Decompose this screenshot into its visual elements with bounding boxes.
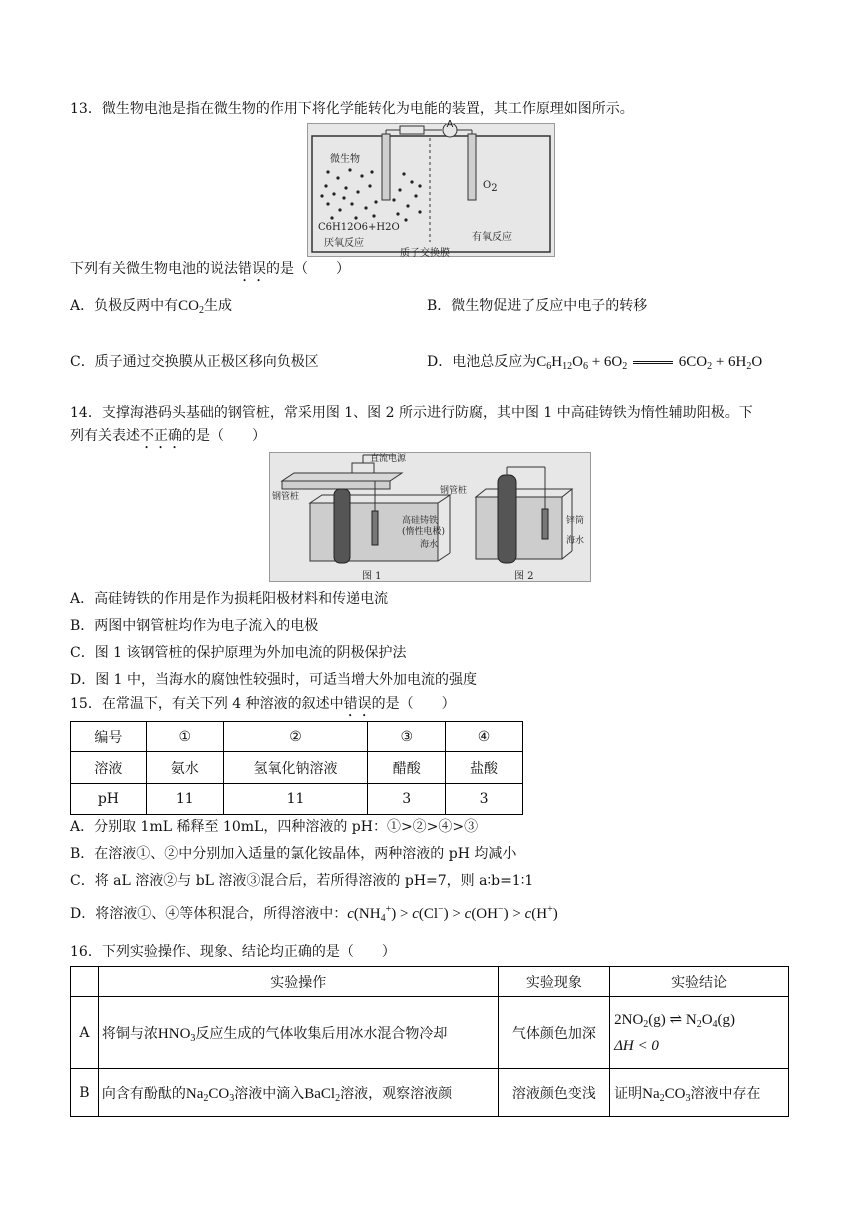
table-row <box>71 967 789 997</box>
fig1-pile-label: 钢管桩 <box>272 492 300 502</box>
q13-stem: 13．微生物电池是指在微生物的作用下将化学能转化为电能的装置，其工作原理如图所示。 <box>70 101 634 117</box>
table-cell: 醋酸 <box>368 752 446 784</box>
q13-option-c: C．质子通过交换膜从正极区移向负极区 <box>70 354 319 370</box>
row-a-operation: 将铜与浓$HNO_3$反应生成的气体收集后用冰水混合物冷却 <box>98 997 498 1069</box>
table-row <box>71 722 523 752</box>
q13-question: 下列有关微生物电池的说法错误的是（ ） <box>70 261 350 277</box>
table-cell: ④ <box>446 722 523 752</box>
q15-solution-table <box>70 721 523 815</box>
table-cell: 11 <box>146 784 223 815</box>
table-row <box>71 1069 789 1117</box>
q14-stem-line1: 14．支撑海港码头基础的钢管桩，常采用图 1、图 2 所示进行防腐，其中图 1 中高硅铸铁为惰性辅助阳极。下 <box>70 405 753 421</box>
q16-experiment-table <box>70 966 789 1117</box>
q14-option-a: A．高硅铸铁的作用是作为损耗阳极材料和传递电流 <box>70 591 389 607</box>
row-a-conclusion: $2NO_2(g)$ ⇌ $N_2O_4(g)$ ΔH < 0 <box>610 997 789 1069</box>
q13-option-b: B．微生物促进了反应中电子的转移 <box>427 298 648 314</box>
label-o2: $O_2$ <box>483 180 498 194</box>
q14-figure <box>269 452 591 582</box>
fig2-caption: 图 2 <box>514 571 534 582</box>
fig1-power-label: 直流电源 <box>370 454 407 464</box>
table-row <box>71 784 523 815</box>
fig2-pile-label: 钢管桩 <box>440 486 468 496</box>
label-microbe: 微生物 <box>330 154 360 165</box>
label-aerobic: 有氧反应 <box>472 232 512 243</box>
fig1-iron-label-2: (惰性电极) <box>402 527 446 537</box>
table-cell: 3 <box>368 784 446 815</box>
table-cell: ② <box>223 722 368 752</box>
table-cell: 氢氧化钠溶液 <box>223 752 368 784</box>
row-label-b: B <box>71 1069 99 1117</box>
q14-option-d: D．图 1 中，当海水的腐蚀性较强时，可适当增大外加电流的强度 <box>70 672 478 688</box>
ammeter-label: A <box>446 119 454 130</box>
q14-stem-line2: 列有关表述不正确的是（ ） <box>70 428 266 444</box>
table-cell: 3 <box>446 784 523 815</box>
table-cell: 11 <box>223 784 368 815</box>
equilibrium-equation: $2NO_2(g)$ ⇌ $N_2O_4(g)$ <box>614 1011 736 1030</box>
row-a-phenomenon: 气体颜色加深 <box>498 997 609 1069</box>
table-cell: 氨水 <box>146 752 223 784</box>
table-cell: ① <box>146 722 223 752</box>
table-cell: 盐酸 <box>446 752 523 784</box>
q13-option-d: D．电池总反应为$C_6H_{12}O_6 + 6O_2$ $6CO_2 + 6H_2O$ <box>427 354 763 372</box>
q15-option-d: D．将溶液①、④等体积混合，所得溶液中：$c(NH_4^+) > c(Cl^-) > c(OH^-) > c(H^+)$ <box>70 904 558 924</box>
q14-option-b: B．两图中钢管桩均作为电子流入的电极 <box>70 618 319 634</box>
q15-option-a: A．分别取 1mL 稀释至 10mL，四种溶液的 pH：①>②>④>③ <box>70 819 479 835</box>
q15-stem: 15．在常温下，有关下列 4 种溶液的叙述中错误的是（ ） <box>70 696 456 712</box>
table-header-phenomenon: 实验现象 <box>498 967 609 997</box>
q16-stem: 16．下列实验操作、现象、结论均正确的是（ ） <box>70 944 396 960</box>
fig2-seawater-label: 海水 <box>566 536 585 546</box>
fig1-caption: 图 1 <box>362 571 382 582</box>
table-cell: 溶液 <box>71 752 147 784</box>
row-label-a: A <box>71 997 99 1069</box>
fig1-iron-label: 高硅铸铁 <box>402 516 439 526</box>
fig1-seawater-label: 海水 <box>420 540 439 550</box>
ion-concentration-inequality: $c(NH_4^+) > c(Cl^-) > c(OH^-) > c(H^+)$ <box>347 904 558 924</box>
q13-figure <box>307 119 555 259</box>
table-row <box>71 997 789 1069</box>
row-b-conclusion: 证明$Na_2CO_3$溶液中存在 <box>610 1069 789 1117</box>
label-membrane: 质子交换膜 <box>400 248 450 259</box>
row-b-phenomenon: 溶液颜色变浅 <box>498 1069 609 1117</box>
table-header-operation: 实验操作 <box>98 967 498 997</box>
table-cell <box>71 967 99 997</box>
table-header-conclusion: 实验结论 <box>610 967 789 997</box>
table-row <box>71 752 523 784</box>
label-anaerobic: 厌氧反应 <box>324 238 364 249</box>
table-cell: 编号 <box>71 722 147 752</box>
table-cell: ③ <box>368 722 446 752</box>
fig2-zinc-label: 锌筒 <box>566 516 585 526</box>
q15-option-b: B．在溶液①、②中分别加入适量的氯化铵晶体，两种溶液的 pH 均减小 <box>70 846 517 862</box>
overall-reaction-equation: $C_6H_{12}O_6 + 6O_2$ $6CO_2 + 6H_2O$ <box>536 354 763 372</box>
q13-option-a: A．负极反两中有$CO_2$生成 <box>70 298 232 316</box>
q15-option-c: C．将 aL 溶液②与 bL 溶液③混合后，若所得溶液的 pH=7，则 a∶b=1∶1 <box>70 873 534 889</box>
label-glucose: C6H12O6+H2O <box>318 222 400 233</box>
table-cell: pH <box>71 784 147 815</box>
row-b-operation: 向含有酚酞的$Na_2CO_3$溶液中滴入BaCl$_2$溶液，观察溶液颜 <box>98 1069 498 1117</box>
q14-option-c: C．图 1 该钢管桩的保护原理为外加电流的阴极保护法 <box>70 645 407 661</box>
